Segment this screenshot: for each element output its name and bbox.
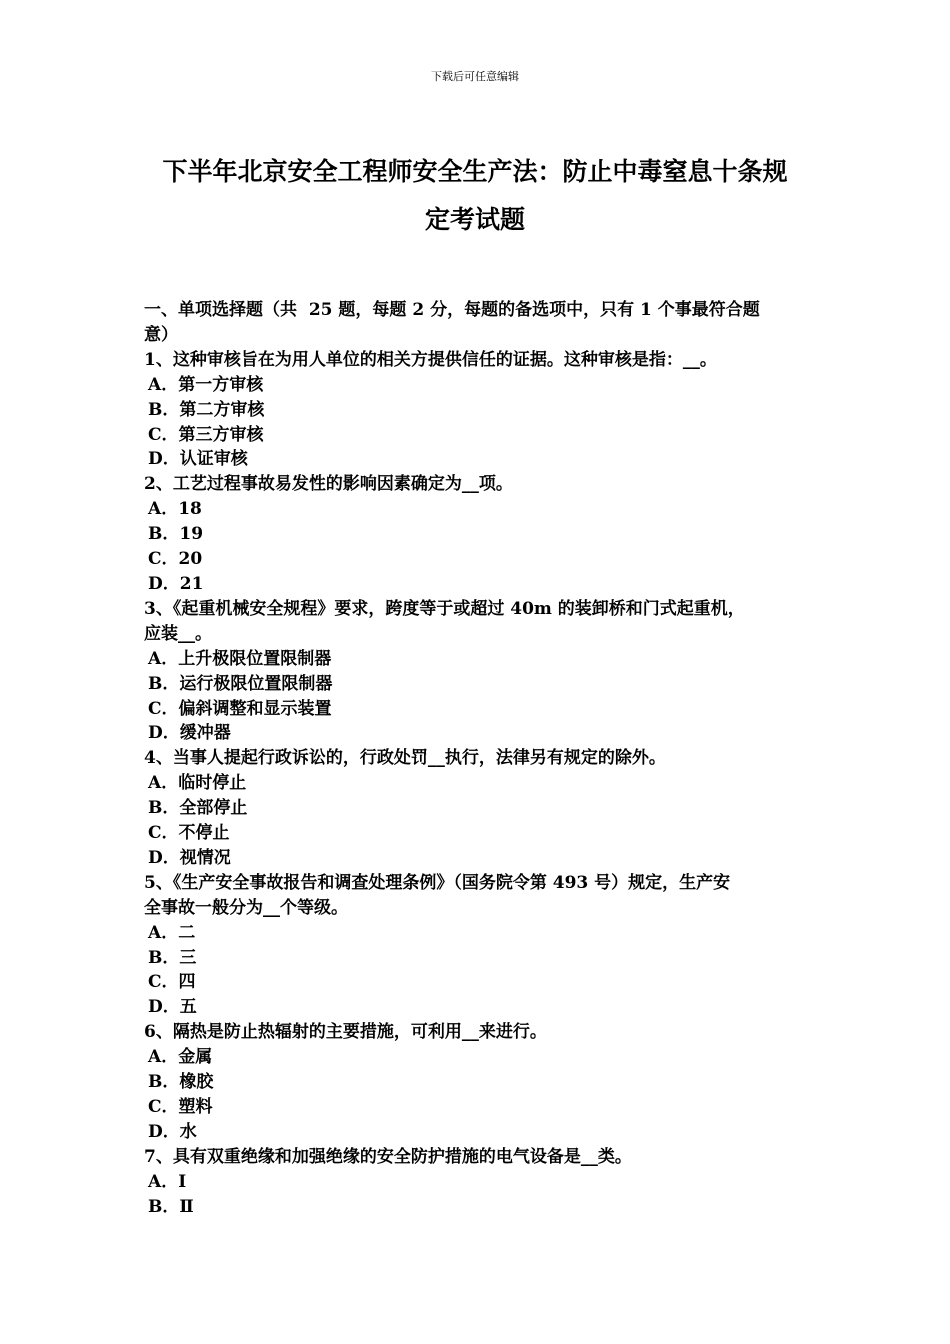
answer-option <box>144 796 826 821</box>
answer-option-text: 塑料 <box>178 1097 213 1117</box>
question-stem-line: 1、这种审核旨在为用人单位的相关方提供信任的证据。这种审核是指：__。 <box>144 349 717 370</box>
answer-option <box>144 1170 826 1195</box>
answer-option-letter: C． <box>148 1097 179 1117</box>
answer-option-letter: C． <box>148 972 179 993</box>
question-stem-line: 6、隔热是防止热辐射的主要措施，可利用__来进行。 <box>144 1022 547 1043</box>
answer-option-letter: D． <box>148 847 180 868</box>
answer-option-letter: A． <box>148 773 179 794</box>
answer-option-text: 水 <box>179 1121 197 1142</box>
answer-option-letter: B． <box>148 399 180 420</box>
answer-option-text: 临时停止 <box>178 773 247 794</box>
answer-option-text: 视情况 <box>179 847 231 868</box>
answer-option-letter: D． <box>148 723 180 744</box>
question-stem-line: 4、当事人提起行政诉讼的，行政处罚__执行，法律另有规定的除外。 <box>144 748 666 769</box>
answer-option-text: 四 <box>178 972 196 993</box>
answer-option-text: 缓冲器 <box>179 723 231 744</box>
answer-option-text: 偏斜调整和显示装置 <box>178 698 332 719</box>
answer-option <box>144 423 826 448</box>
answer-option-text: 18 <box>178 499 202 520</box>
question-stem-line: 3、《起重机械安全规程》要求，跨度等于或超过 40m 的装卸桥和门式起重机， <box>144 598 745 619</box>
answer-option-text: 二 <box>178 922 196 943</box>
answer-option-letter: A． <box>148 374 179 395</box>
answer-option-letter: A． <box>148 922 179 943</box>
question-list <box>144 348 826 1220</box>
document-title-line-1: 下半年北京安全工程师安全生产法：防止中毒窒息十条规 <box>162 157 788 186</box>
answer-option <box>144 970 826 995</box>
answer-option-letter: A． <box>148 1047 179 1068</box>
answer-option-letter: B． <box>148 1072 180 1093</box>
answer-option <box>144 373 826 398</box>
question-stem-line: 2、工艺过程事故易发性的影响因素确定为__项。 <box>144 474 513 495</box>
question-item <box>144 871 826 1020</box>
answer-option <box>144 921 826 946</box>
question-item <box>144 1145 826 1220</box>
answer-option-letter: C． <box>148 424 179 445</box>
answer-option <box>144 1095 826 1120</box>
answer-option-text: 不停止 <box>178 823 230 844</box>
question-item <box>144 746 826 871</box>
question-stem-line: 全事故一般分为__个等级。 <box>144 897 348 918</box>
answer-option-text: 金属 <box>178 1047 213 1068</box>
question-stem-line: 5、《生产安全事故报告和调查处理条例》（国务院令第 493 号）规定，生产安 <box>144 872 731 893</box>
question-stem-line: 应装__。 <box>144 623 212 644</box>
question-item <box>144 348 826 473</box>
answer-option-text: Ⅰ <box>178 1171 187 1192</box>
answer-option-text: 认证审核 <box>179 449 248 470</box>
answer-option-letter: C． <box>148 698 179 719</box>
answer-option-letter: C． <box>148 549 179 570</box>
answer-option-letter: D． <box>148 573 180 594</box>
answer-option <box>144 572 826 597</box>
answer-option-text: 全部停止 <box>179 798 248 819</box>
answer-option <box>144 1195 826 1220</box>
answer-option <box>144 995 826 1020</box>
answer-option <box>144 647 826 672</box>
answer-option-letter: B． <box>148 798 180 819</box>
document-body <box>144 298 826 1220</box>
section-heading-line-1: 一、单项选择题（共 25 题，每题 2 分，每题的备选项中，只有 1 个事最符合题 <box>144 300 760 320</box>
answer-option <box>144 1070 826 1095</box>
question-stem-line: 7、具有双重绝缘和加强绝缘的安全防护措施的电气设备是__类。 <box>144 1146 632 1167</box>
answer-option-letter: B． <box>148 673 180 694</box>
answer-option-letter: D． <box>148 449 180 470</box>
section-heading <box>144 298 826 348</box>
answer-option-text: 橡胶 <box>179 1072 214 1093</box>
answer-option-letter: B． <box>148 947 180 968</box>
answer-option <box>144 697 826 722</box>
answer-option-text: Ⅱ <box>179 1196 194 1217</box>
answer-option-letter: A． <box>148 1171 179 1192</box>
answer-option <box>144 1120 826 1145</box>
answer-option-text: 五 <box>179 997 197 1018</box>
question-item <box>144 1020 826 1145</box>
answer-option <box>144 1045 826 1070</box>
answer-option-text: 运行极限位置限制器 <box>179 673 333 694</box>
answer-option-letter: D． <box>148 1121 180 1142</box>
answer-option <box>144 672 826 697</box>
answer-option <box>144 497 826 522</box>
section-heading-line-2: 意） <box>144 324 178 345</box>
answer-option-letter: A． <box>148 648 179 669</box>
answer-option <box>144 771 826 796</box>
answer-option <box>144 522 826 547</box>
answer-option <box>144 946 826 971</box>
answer-option-letter: A． <box>148 499 179 520</box>
answer-option-letter: D． <box>148 997 180 1018</box>
answer-option-text: 第二方审核 <box>179 399 265 420</box>
question-item <box>144 597 826 746</box>
document-title <box>140 148 810 244</box>
answer-option-letter: C． <box>148 823 179 844</box>
answer-option-text: 19 <box>179 524 204 545</box>
answer-option-text: 20 <box>178 549 203 570</box>
answer-option-text: 第三方审核 <box>178 424 264 445</box>
answer-option <box>144 398 826 423</box>
document-title-line-2: 定考试题 <box>424 205 525 234</box>
answer-option-text: 三 <box>179 947 197 968</box>
answer-option <box>144 821 826 846</box>
answer-option-text: 21 <box>179 573 204 594</box>
answer-option-text: 第一方审核 <box>178 374 264 395</box>
answer-option <box>144 721 826 746</box>
answer-option-text: 上升极限位置限制器 <box>178 648 332 669</box>
answer-option <box>144 846 826 871</box>
answer-option-letter: B． <box>148 524 180 545</box>
page-header-note: 下载后可任意编辑 <box>431 70 519 83</box>
answer-option-letter: B． <box>148 1196 180 1217</box>
answer-option <box>144 547 826 572</box>
question-item <box>144 472 826 597</box>
answer-option <box>144 447 826 472</box>
